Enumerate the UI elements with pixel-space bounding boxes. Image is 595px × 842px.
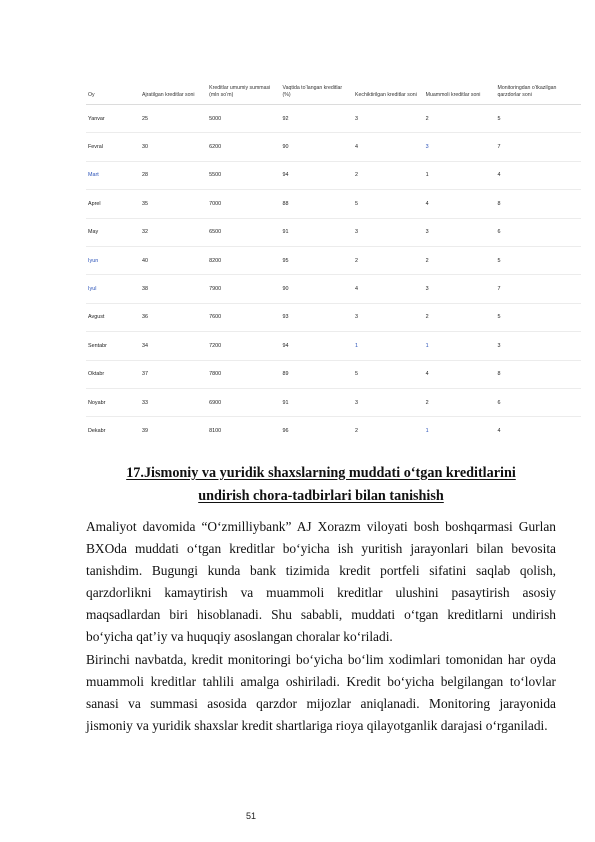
table-header-cell: Monitoringdan o‘tkazilgan qarzdorlar soni bbox=[497, 85, 557, 98]
table-cell: 90 bbox=[281, 133, 354, 161]
table-cell: 7600 bbox=[207, 303, 280, 331]
section-heading-line: 17.Jismoniy va yuridik shaxslarning muddati o‘tgan kreditlarini bbox=[126, 465, 516, 481]
table-cell: 8 bbox=[496, 360, 581, 388]
table-cell: 8200 bbox=[207, 246, 280, 274]
table-cell: 88 bbox=[281, 190, 354, 218]
body-paragraph: Amaliyot davomida “O‘zmilliybank” AJ Xorazm viloyati bosh boshqarmasi Gurlan BXOda muddati o‘tgan kreditlar bo‘yicha ish yuritish jarayonlari bilan bevosita tanishdim. Bugungi kunda bank tizimida kredit portfeli sifatini saqlab qolish, qarzdorlikni kamaytirish va muammoli kreditlar ulushini pasaytirish asosiy maqsadlardan biri hisoblanadi. Shu sababli, muddati o‘tgan kreditlarni undirish bo‘yicha qat’iy va huquqiy asoslangan choralar ko‘riladi. bbox=[86, 519, 556, 645]
table-cell: 94 bbox=[281, 332, 354, 360]
table-cell: 2 bbox=[424, 105, 496, 133]
table-cell: 40 bbox=[140, 246, 207, 274]
table-cell: 93 bbox=[281, 303, 354, 331]
month-cell: Noyabr bbox=[86, 388, 140, 416]
table-header-cell: Oy bbox=[88, 91, 95, 98]
table-row bbox=[86, 275, 581, 303]
table-cell: 6500 bbox=[207, 218, 280, 246]
table-cell: 8 bbox=[496, 190, 581, 218]
table-cell: 39 bbox=[140, 417, 207, 445]
table-cell: 1 bbox=[424, 332, 496, 360]
month-cell: Iyun bbox=[86, 246, 140, 274]
table-cell: 4 bbox=[353, 275, 424, 303]
table-cell: 6900 bbox=[207, 388, 280, 416]
table-cell: 5 bbox=[353, 190, 424, 218]
table-cell: 3 bbox=[424, 275, 496, 303]
month-cell: Fevral bbox=[86, 133, 140, 161]
table-header-cell: Vaqtida to‘langan kreditlar (%) bbox=[282, 85, 343, 98]
table-cell: 33 bbox=[140, 388, 207, 416]
table-cell: 5 bbox=[496, 105, 581, 133]
table-header-cell: Kechiktirilgan kreditlar soni bbox=[355, 91, 417, 98]
table-row bbox=[86, 417, 581, 445]
month-cell: Iyul bbox=[86, 275, 140, 303]
month-cell: Dekabr bbox=[86, 417, 140, 445]
table-cell: 6 bbox=[496, 388, 581, 416]
table-row bbox=[86, 360, 581, 388]
month-cell: Yanvar bbox=[86, 105, 140, 133]
table-cell: 38 bbox=[140, 275, 207, 303]
table-cell: 96 bbox=[281, 417, 354, 445]
table-cell: 3 bbox=[496, 332, 581, 360]
table-cell: 2 bbox=[353, 246, 424, 274]
table-cell: 3 bbox=[424, 133, 496, 161]
table-cell: 7000 bbox=[207, 190, 280, 218]
table-cell: 4 bbox=[424, 190, 496, 218]
table-cell: 5 bbox=[496, 246, 581, 274]
table-row bbox=[86, 303, 581, 331]
table-cell: 5 bbox=[496, 303, 581, 331]
table-cell: 4 bbox=[496, 161, 581, 189]
table-cell: 8100 bbox=[207, 417, 280, 445]
table-cell: 1 bbox=[353, 332, 424, 360]
table-cell: 37 bbox=[140, 360, 207, 388]
table-row bbox=[86, 133, 581, 161]
table-cell: 3 bbox=[353, 105, 424, 133]
table-cell: 95 bbox=[281, 246, 354, 274]
table-cell: 5500 bbox=[207, 161, 280, 189]
table-row bbox=[86, 190, 581, 218]
table-row bbox=[86, 388, 581, 416]
page-number: 51 bbox=[246, 811, 257, 821]
table-cell: 6200 bbox=[207, 133, 280, 161]
month-cell: Mart bbox=[86, 161, 140, 189]
table-cell: 7800 bbox=[207, 360, 280, 388]
table-cell: 32 bbox=[140, 218, 207, 246]
table-row bbox=[86, 332, 581, 360]
table-header-row bbox=[86, 68, 581, 105]
section-heading-line: undirish chora-tadbirlari bilan tanishish bbox=[198, 488, 444, 504]
table-cell: 4 bbox=[496, 417, 581, 445]
table-cell: 4 bbox=[353, 133, 424, 161]
table-cell: 35 bbox=[140, 190, 207, 218]
credit-monitoring-table bbox=[86, 68, 581, 445]
month-cell: May bbox=[86, 218, 140, 246]
table-cell: 1 bbox=[424, 417, 496, 445]
table-cell: 3 bbox=[424, 218, 496, 246]
table-cell: 90 bbox=[281, 275, 354, 303]
table-cell: 94 bbox=[281, 161, 354, 189]
month-cell: Avgust bbox=[86, 303, 140, 331]
table-cell: 5000 bbox=[207, 105, 280, 133]
table-cell: 34 bbox=[140, 332, 207, 360]
table-cell: 36 bbox=[140, 303, 207, 331]
table-header-cell: Muammoli kreditlar soni bbox=[425, 91, 481, 98]
table-cell: 4 bbox=[424, 360, 496, 388]
table-cell: 28 bbox=[140, 161, 207, 189]
table-cell: 2 bbox=[353, 417, 424, 445]
table-header-cell: Kreditlar umumiy summasi (mln so‘m) bbox=[209, 85, 271, 98]
table-cell: 7900 bbox=[207, 275, 280, 303]
table-row bbox=[86, 246, 581, 274]
table-cell: 2 bbox=[424, 388, 496, 416]
month-cell: Oktabr bbox=[86, 360, 140, 388]
table-row bbox=[86, 105, 581, 133]
table-cell: 7 bbox=[496, 133, 581, 161]
table-cell: 2 bbox=[424, 303, 496, 331]
table-cell: 1 bbox=[424, 161, 496, 189]
table-cell: 91 bbox=[281, 388, 354, 416]
table-cell: 5 bbox=[353, 360, 424, 388]
table-cell: 6 bbox=[496, 218, 581, 246]
month-cell: Aprel bbox=[86, 190, 140, 218]
month-cell: Sentabr bbox=[86, 332, 140, 360]
table-cell: 89 bbox=[281, 360, 354, 388]
table-header-cell: Ajratilgan kreditlar soni bbox=[142, 91, 195, 98]
table-cell: 92 bbox=[281, 105, 354, 133]
table-row bbox=[86, 218, 581, 246]
table-cell: 7 bbox=[496, 275, 581, 303]
table-cell: 3 bbox=[353, 218, 424, 246]
table-cell: 30 bbox=[140, 133, 207, 161]
table-cell: 91 bbox=[281, 218, 354, 246]
body-paragraph: Birinchi navbatda, kredit monitoringi bo‘yicha bo‘lim xodimlari tomonidan har oyda muammoli kreditlar tahlili amalga oshiriladi. Kredit bo‘yicha belgilangan to‘lovlar sanasi va summasi asosida qarzdor mijozlar aniqlanadi. Monitoring jarayonida jismoniy va yuridik shaxslar kredit shartlariga rioya qilayotganlik darajasi o‘rganiladi. bbox=[86, 652, 556, 734]
table-body bbox=[86, 105, 581, 445]
section-heading bbox=[86, 462, 556, 508]
table-cell: 3 bbox=[353, 303, 424, 331]
table-cell: 2 bbox=[424, 246, 496, 274]
table-cell: 2 bbox=[353, 161, 424, 189]
table-row bbox=[86, 161, 581, 189]
table-cell: 25 bbox=[140, 105, 207, 133]
table-cell: 7200 bbox=[207, 332, 280, 360]
table-cell: 3 bbox=[353, 388, 424, 416]
